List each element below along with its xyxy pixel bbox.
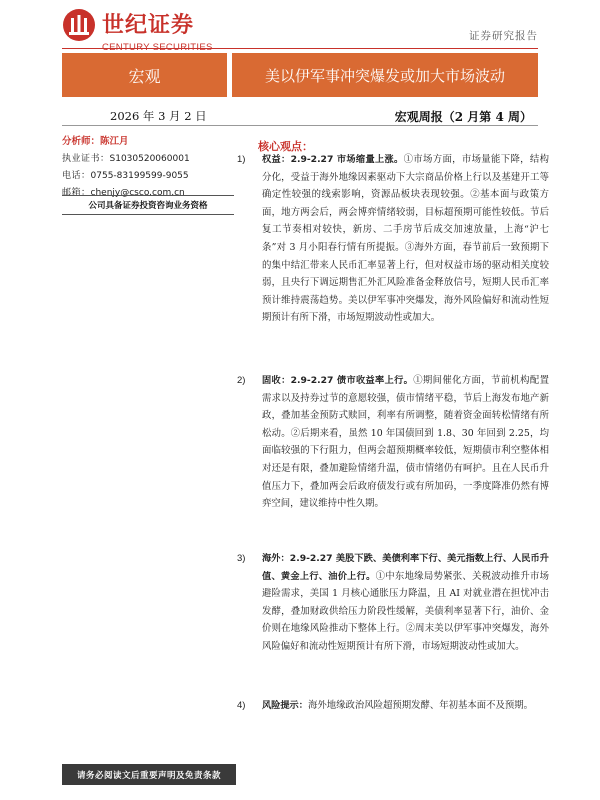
report-type: 证券研究报告 (469, 30, 538, 42)
section-heading: 风险提示： (262, 700, 308, 711)
brand-logo (62, 6, 222, 54)
analyst-info (62, 133, 234, 202)
section-heading: 权益：2.9-2.27 市场缩量上涨。 (262, 154, 404, 165)
section-heading: 固收：2.9-2.27 债市收益率上行。 (262, 375, 414, 386)
license-label: 执业证书： (62, 154, 110, 164)
email-value: chenjy@csco.com.cn (90, 188, 185, 198)
subtitle-divider (62, 125, 538, 126)
section-body: ①市场方面，市场量能下降，结构分化，受益于海外地缘因素驱动下大宗商品价格上行以及基建开工等确定性较强的线索影响，资源品板块表现较强。②基本面与政策方面，地方两会后，两会博弈情绪较弱，目标超预期可能性较低。节后复工节奏相对较快，新房、二手房节后成交加速放量，上海“沪七条”对 3 月小阳春行情有所提振。③海外方面，春节前后一致预期下的集中结汇带来人民币汇率显著上行，但对权益市场的驱动相关度较弱，且央行下调远期售汇外汇风险准备金释放信号，短期人民币汇率预计维持震荡趋势。美以伊军事冲突爆发，海外风险偏好和流动性短期预计有所下滑，市场短期波动性或加大。 (262, 154, 549, 324)
section-equity (237, 151, 549, 327)
brand-mark-icon (62, 8, 96, 42)
analyst-license (62, 151, 234, 164)
sector-banner: 宏观 (62, 53, 227, 97)
report-date: 2026 年 3 月 2 日 (110, 109, 207, 123)
section-number: 3) (237, 553, 246, 564)
phone-label: 电话： (62, 171, 91, 181)
report-title: 美以伊军事冲突爆发或加大市场波动 (232, 53, 538, 97)
section-body: ①中东地缘局势紧张、关税波动推升市场避险需求，美国 1 月核心通胀压力降温，且 AI 对就业潜在担忧冲击发酵，叠加财政供给压力阶段性缓解，美债利率显著下行，油价、金价则在地缘风险推动下整体上行。②周末美以伊军事冲突爆发，海外风险偏好和流动性短期预计有所下滑，市场短期波动性或加大。 (262, 570, 549, 652)
section-number: 2) (237, 375, 246, 386)
analyst-phone (62, 168, 234, 181)
analyst-name: 分析师：陈江月 (62, 136, 129, 147)
section-fixed-income (237, 372, 549, 513)
section-body: ①期间催化方面，节前机构配置需求以及持券过节的意愿较强，债市情绪平稳，节后上海发布地产新政，叠加基金预防式赎回，利率有所调整，随着资金面转松情绪有所松动。②后期来看，虽然 10 年国债回到 1.8、30 年回到 2.25，均面临较强的下行阻力，但两会超预期概率较低，短期债市利空整体相对还是有限，叠加避险情绪升温，债市情绪仍有呵护。且在人民币升值压力下，叠加两会后政府债发行或有所加码，一季度降准仍然有博弈空间，建议维持中性久期。 (262, 375, 549, 510)
section-risk (237, 697, 549, 715)
license-value: S1030520060001 (109, 154, 190, 164)
phone-value: 0755-83199599-9055 (90, 171, 189, 181)
disclaimer-footer: 请务必阅读文后重要声明及免责条款 (62, 764, 236, 785)
report-subtitle: 宏观周报（2 月第 4 周） (394, 110, 532, 124)
section-number: 1) (237, 154, 246, 165)
brand-name-cn: 世纪证券 (102, 12, 195, 38)
section-number: 4) (237, 700, 246, 711)
qualification-note: 公司具备证券投资咨询业务资格 (62, 195, 234, 215)
core-views-heading: 核心观点： (258, 140, 313, 153)
section-heading: 海外：2.9-2.27 美股下跌、美债利率下行、美元指数上行、人民币升值、黄金上行、油价上行。 (262, 553, 549, 582)
section-body: 海外地缘政治风险超预期发酵、年初基本面不及预期。 (307, 700, 533, 711)
header-divider (62, 48, 538, 49)
email-label: 邮箱： (62, 188, 91, 198)
section-overseas (237, 550, 549, 656)
